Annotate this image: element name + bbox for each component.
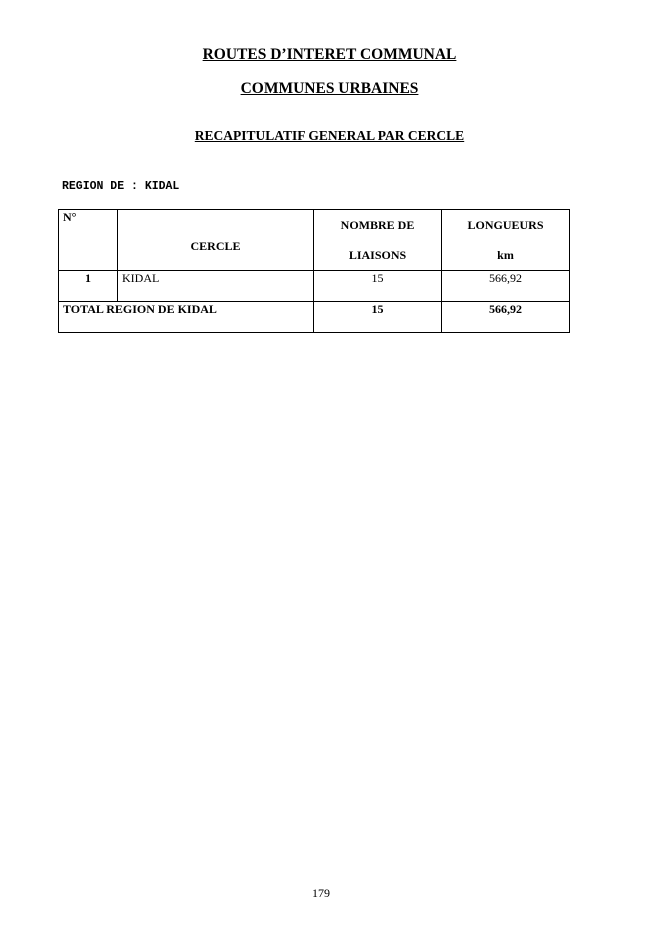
total-longueur: 566,92 <box>442 302 570 333</box>
header-longueurs-line2: km <box>497 248 514 262</box>
header-nombre-liaisons <box>314 210 442 271</box>
document-subtitle: COMMUNES URBAINES <box>240 80 419 97</box>
header-no: N° <box>59 210 118 271</box>
table-total-row <box>59 302 570 333</box>
row-no: 1 <box>59 271 118 302</box>
row-longueur: 566,92 <box>442 271 570 302</box>
header-nombre-line2: LIAISONS <box>348 248 407 262</box>
header-cercle-label: CERCLE <box>190 239 241 253</box>
table-row <box>59 271 570 302</box>
row-liaisons: 15 <box>314 271 442 302</box>
row-cercle: KIDAL <box>118 271 314 302</box>
header-nombre-line1: NOMBRE DE <box>340 218 415 232</box>
table-header-row <box>59 210 570 271</box>
region-label: REGION DE : KIDAL <box>62 180 180 193</box>
page-number: 179 <box>312 886 330 900</box>
section-title: RECAPITULATIF GENERAL PAR CERCLE <box>194 128 465 143</box>
header-cercle <box>118 210 314 271</box>
header-longueurs-line1: LONGUEURS <box>467 218 544 232</box>
total-label: TOTAL REGION DE KIDAL <box>59 302 314 333</box>
document-title: ROUTES D’INTERET COMMUNAL <box>202 46 457 63</box>
header-longueurs <box>442 210 570 271</box>
total-liaisons: 15 <box>314 302 442 333</box>
recap-table <box>58 209 570 333</box>
